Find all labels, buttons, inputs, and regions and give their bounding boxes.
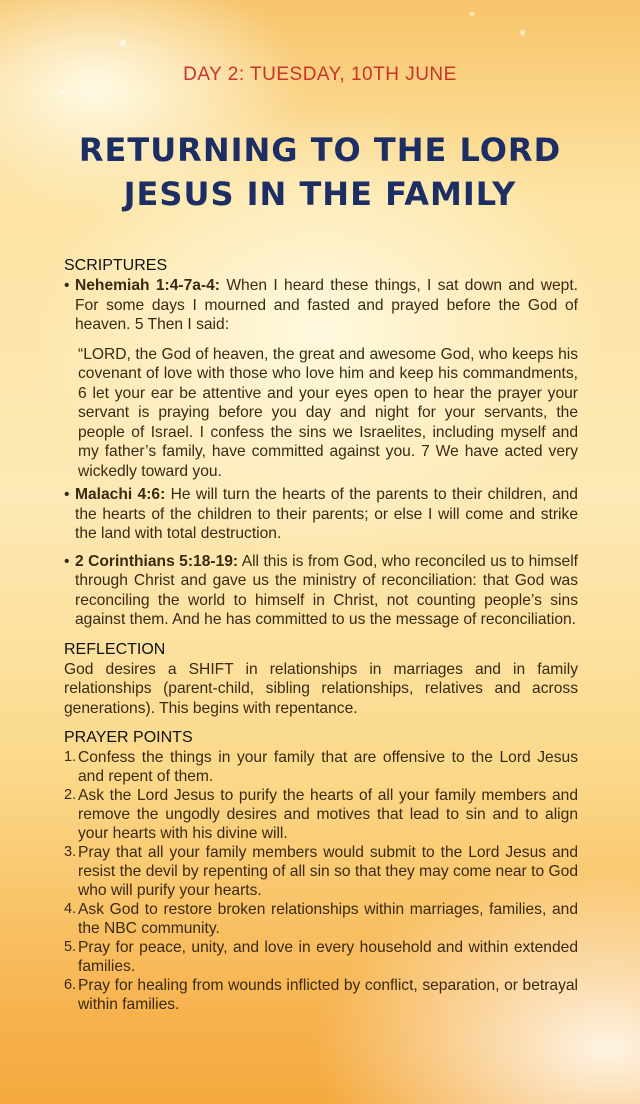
bullet-icon: • — [64, 486, 70, 503]
bullet-icon: • — [64, 552, 70, 570]
scripture-reference: 2 Corinthians 5:18-19: — [75, 552, 239, 570]
list-number: 6. — [64, 977, 77, 993]
scripture-item-malachi — [64, 485, 578, 544]
list-number: 4. — [64, 901, 77, 917]
prayer-text: Pray for peace, unity, and love in every household and within extended families. — [78, 939, 578, 975]
prayer-text: Pray that all your family members would submit to the Lord Jesus and resist the devil by repenting of all sin so that they may come near to God who will purify your hearts. — [78, 844, 578, 899]
prayer-point — [64, 976, 578, 1014]
reflection-text: God desires a SHIFT in relationships in marriages and in family relationships (parent-child, sibling relationships, relatives and across generations). This begins with repentance. — [64, 660, 578, 717]
content — [64, 256, 578, 1014]
scripture-item-corinthians — [64, 552, 578, 630]
prayer-text: Pray for healing from wounds inflicted by conflict, separation, or betrayal within families. — [78, 977, 578, 1013]
list-number: 3. — [64, 844, 77, 860]
prayer-point — [64, 843, 578, 900]
list-number: 1. — [64, 749, 77, 765]
scriptures-heading: SCRIPTURES — [64, 257, 168, 274]
scripture-reference: Malachi 4:6: — [75, 486, 166, 503]
prayer-point — [64, 786, 578, 843]
list-number: 2. — [64, 787, 77, 803]
scripture-item-nehemiah — [64, 276, 578, 335]
prayer-text: Confess the things in your family that are offensive to the Lord Jesus and repent of them. — [78, 749, 578, 785]
scripture-text: When I heard these things, I sat down and wept. For some days I mourned and fasted and prayed before the God of heaven. 5 Then I said: — [75, 277, 578, 333]
title-line-1: RETURNING TO THE LORD — [78, 131, 562, 169]
scripture-text: All this is from God, who reconciled us to himself through Christ and gave us the ministry of reconciliation: that God was reconciling the world to himself in Christ, not counting people’s sins against them. And he has committed to us the message of reconciliation. — [75, 552, 578, 628]
prayer-text: Ask the Lord Jesus to purify the hearts of all your family members and remove the ungodly desires and motives that lead to sin and to align your hearts with his divine will. — [78, 787, 578, 842]
list-number: 5. — [64, 939, 77, 955]
day-label: DAY 2: TUESDAY, 10TH JUNE — [183, 64, 457, 85]
prayer-point — [64, 748, 578, 786]
prayer-point — [64, 938, 578, 976]
page-title — [0, 128, 640, 216]
prayer-points-list — [64, 748, 578, 1014]
title-line-2: JESUS IN THE FAMILY — [123, 175, 517, 213]
prayer-point — [64, 900, 578, 938]
bullet-icon: • — [64, 277, 70, 294]
prayer-text: Ask God to restore broken relationships within marriages, families, and the NBC community. — [78, 901, 578, 937]
scripture-reference: Nehemiah 1:4-7a-4: — [75, 277, 220, 294]
scripture-text: He will turn the hearts of the parents to their children, and the hearts of the children to their parents; or else I will come and strike the land with total destruction. — [75, 486, 578, 542]
reflection-heading: REFLECTION — [64, 640, 166, 658]
scripture-quote: “LORD, the God of heaven, the great and awesome God, who keeps his covenant of love with those who love him and keep his commandments, 6 let your ear be attentive and your eyes open to hear the prayer your servant is praying before you day and night for your servants, the people of Israel. I confess the sins we Israelites, including myself and my father’s family, have committed against you. 7 We have acted very wickedly toward you. — [78, 345, 578, 480]
prayer-points-heading: PRAYER POINTS — [64, 729, 193, 746]
